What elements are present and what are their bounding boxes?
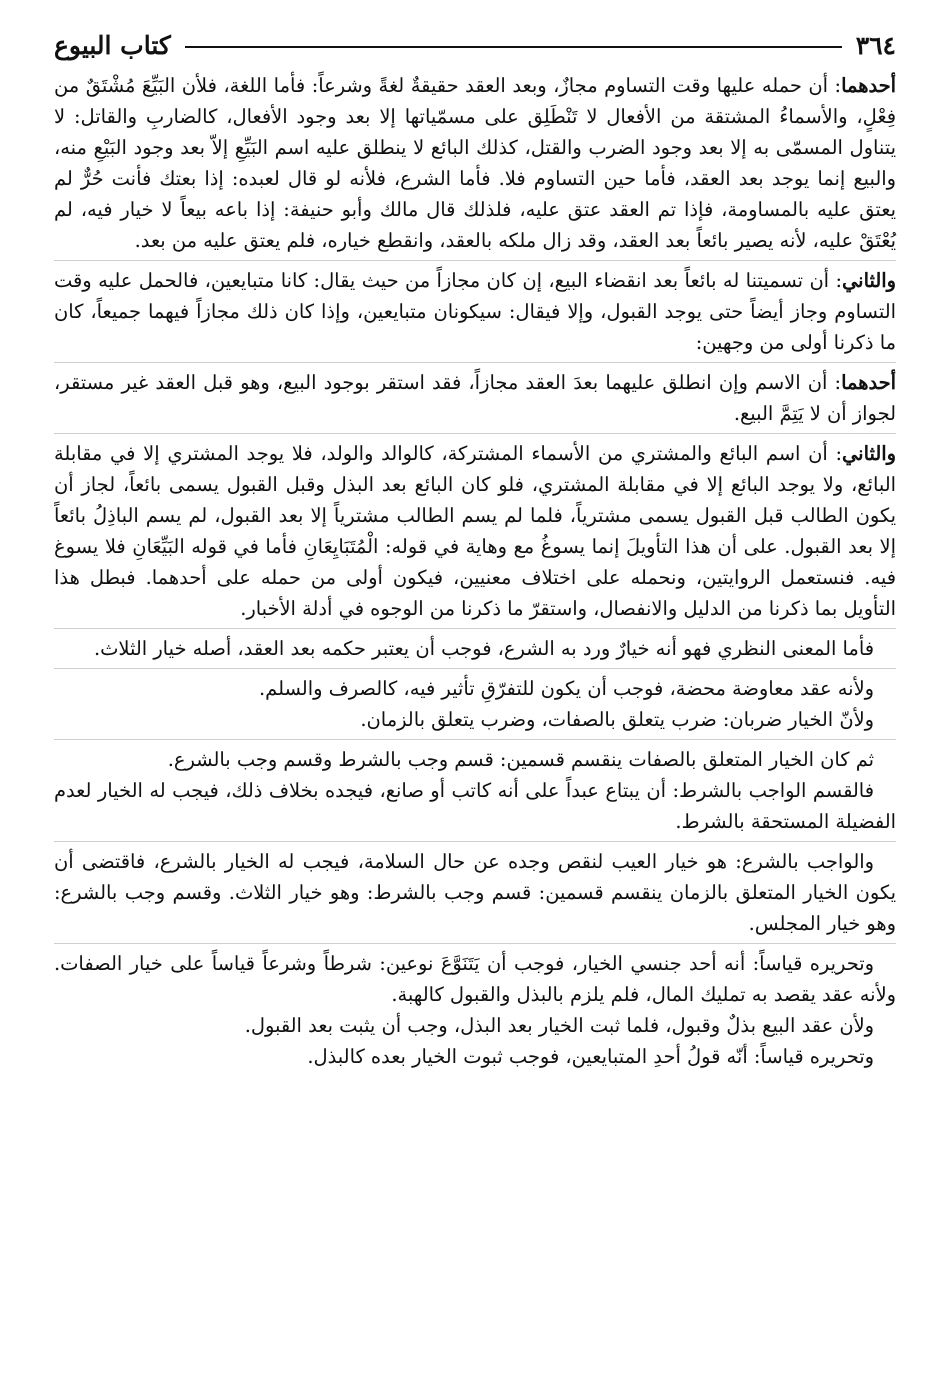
running-title: كتاب البيوع (54, 30, 171, 60)
paragraph-text: وتحريره قياساً: أنه أحد جنسي الخيار، فوجب أن يَتَنَوَّعَ نوعين: شرطاً وشرعاً قياساً على خيار الصفات. ولأنه عقد يقصد به تمليك المال، فلم يلزم بالبذل والقبول كالهبة. (54, 952, 896, 1006)
paragraph (54, 775, 896, 837)
paragraph-text: : أن حمله عليها وقت التساوم مجازٌ، وبعد العقد حقيقةٌ لغةً وشرعاً: فأما اللغة، فلأن البَيِّعَ مُشْتَقٌ من فِعْلٍ، والأسماءُ المشتقة من الأفعال لا تَنْطَلِق على مسمّياتها إلا بعد وجود الأفعال، كالضاربِ والقاتل: لا يتناول المسمّى به إلا بعد وجود الضرب والقتل، كذلك البائع لا ينطلق عليه اسم البَيِّعِ إلاّ بعد وجود البَيْعِ منه، والبيع إنما يوجد بعد العقد، فأما حين التساوم فلا. فأما الشرع، فلأنه لو قال لعبده: إذا بعتك فأنت حُرٌّ لم يعتق عليه بالمساومة، فإذا تم العقد عتق عليه، فلذلك قال مالك وأبو حنيفة: إذا باعه بيعاً لا خيار فيه، لم يُعْتَقْ عليه، لأنه يصير بائعاً بعد العقد، وقد زال ملكه بالعقد، وانقطع خياره، فلم يعتق عليه من بعد. (54, 74, 896, 252)
paragraph-lead-term: والثاني (842, 442, 896, 465)
paragraph (54, 628, 896, 664)
paragraph (54, 739, 896, 775)
paragraph-text: وتحريره قياساً: أنّه قولُ أحدِ المتبايعين، فوجب ثبوت الخيار بعده كالبذل. (307, 1045, 874, 1068)
paragraph-text: ثم كان الخيار المتعلق بالصفات ينقسم قسمين: قسم وجب بالشرط وقسم وجب بالشرع. (167, 748, 874, 771)
paragraph-text: : أن الاسم وإن انطلق عليهما بعدَ العقد مجازاً، فقد استقر بوجود البيع، وهو قبل العقد غير مستقر، لجواز أن لا يَتِمَّ البيع. (54, 371, 896, 425)
paragraph-text: : أن تسميتنا له بائعاً بعد انقضاء البيع، إن كان مجازاً من حيث يقال: كانا متبايعين، فالحمل عليه وقت التساوم وجاز أيضاً حتى يوجد القبول، وإلا فيقال: سيكونان متبايعين، وإذا كان ذلك مجازاً فيهما جميعاً، كان ما ذكرنا أولى من وجهين: (54, 269, 896, 354)
paragraph (54, 704, 896, 735)
paragraph (54, 70, 896, 256)
book-page (54, 22, 896, 1352)
paragraph-text: : أن اسم البائع والمشتري من الأسماء المشتركة، كالوالد والولد، فلا يوجد المشتري إلا في مقابلة البائع، ولا يوجد البائع إلا في مقابلة المشتري، فلو كان البائع بعد البذل وقبل القبول يسمى بائعاً، لجاز أن يكون الطالب قبل القبول يسمى مشترياً، فلما لم يسم الطالب مشترياً إلا بعد القبول، لم يسم الباذِلُ بائعاً إلا بعد القبول. على أن هذا التأويلَ إنما يسوغُ مع وهاية في قوله: الْمُتَبَايِعَانِ فأما في قوله البَيِّعَانِ فلا يسوغ فيه. فنستعمل الروايتين، ونحمله على اختلاف معنيين، فيكون أولى من حمله على أحدهما. فبطل هذا التأويل بما ذكرنا من الدليل والانفصال، واستقرّ ما ذكرنا من الوجوه في أدلة الأخبار. (54, 442, 896, 620)
paragraph-text: فأما المعنى النظري فهو أنه خيارٌ ورد به الشرع، فوجب أن يعتبر حكمه بعد العقد، أصله خيار الثلاث. (94, 637, 874, 660)
paragraph-text: فالقسم الواجب بالشرط: أن يبتاع عبداً على أنه كاتب أو صانع، فيجده بخلاف ذلك، فيجب له الخيار لعدم الفضيلة المستحقة بالشرط. (54, 779, 896, 833)
paragraph (54, 260, 896, 358)
header-rule (185, 46, 842, 48)
paragraph-lead-term: والثاني (842, 269, 896, 292)
paragraph-text: والواجب بالشرع: هو خيار العيب لنقص وجده عن حال السلامة، فيجب له الخيار بالشرع، فاقتضى أن يكون الخيار المتعلق بالزمان ينقسم قسمين: قسم وجب بالشرط: وهو خيار الثلاث. وقسم وجب بالشرع: وهو خيار المجلس. (54, 850, 896, 935)
paragraph (54, 1010, 896, 1041)
paragraph (54, 841, 896, 939)
body-text (54, 70, 896, 1072)
paragraph-lead-term: أحدهما (841, 74, 896, 97)
paragraph (54, 362, 896, 429)
paragraph (54, 433, 896, 624)
paragraph-text: ولأنّ الخيار ضربان: ضرب يتعلق بالصفات، وضرب يتعلق بالزمان. (360, 708, 874, 731)
paragraph (54, 1041, 896, 1072)
paragraph-text: ولأنه عقد معاوضة محضة، فوجب أن يكون للتفرّقِ تأثير فيه، كالصرف والسلم. (259, 677, 874, 700)
paragraph (54, 943, 896, 1010)
page-header (54, 22, 896, 68)
paragraph-text: ولأن عقد البيع بذلٌ وقبول، فلما ثبت الخيار بعد البذل، وجب أن يثبت بعد القبول. (244, 1014, 874, 1037)
paragraph-lead-term: أحدهما (841, 371, 896, 394)
paragraph (54, 668, 896, 704)
page-number: ٣٦٤ (855, 30, 896, 60)
